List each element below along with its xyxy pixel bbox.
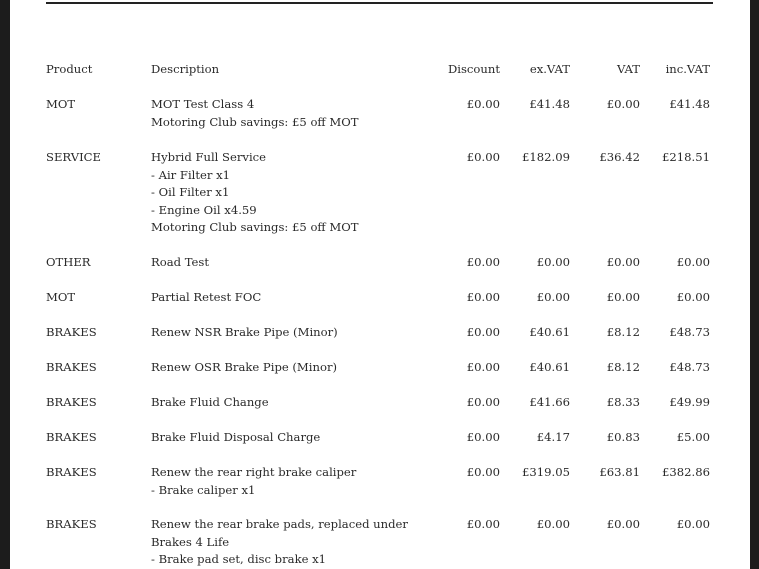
vat-cell: £0.00	[606, 290, 640, 304]
description-line: Motoring Club savings: £5 off MOT	[151, 114, 359, 129]
header-vat: VAT	[616, 62, 640, 76]
description-cell	[151, 464, 441, 499]
description-cell	[151, 516, 441, 569]
inc-vat-cell: £5.00	[676, 430, 710, 444]
vat-cell: £0.83	[606, 430, 640, 444]
table-row	[46, 289, 713, 324]
vat-cell: £0.00	[606, 517, 640, 531]
vat-cell: £0.00	[606, 255, 640, 269]
product-cell: SERVICE	[46, 150, 102, 164]
description-line: Renew the rear brake pads, replaced under	[151, 517, 408, 531]
description-cell	[151, 324, 441, 342]
product-cell: MOT	[46, 97, 76, 111]
description-line: - Air Filter x1	[151, 167, 231, 182]
table-row	[46, 324, 713, 359]
header-inc-vat: inc.VAT	[665, 62, 710, 76]
description-cell	[151, 96, 441, 131]
ex-vat-cell: £0.00	[536, 290, 570, 304]
description-line: MOT Test Class 4	[151, 97, 255, 111]
ex-vat-cell: £0.00	[536, 517, 570, 531]
description-line: Motoring Club savings: £5 off MOT	[151, 220, 359, 234]
description-line: - Brake pad set, disc brake x1	[151, 552, 327, 566]
product-cell: BRAKES	[46, 465, 97, 479]
table-row	[46, 429, 713, 464]
description-line: Renew OSR Brake Pipe (Minor)	[151, 360, 338, 374]
description-line: Partial Retest FOC	[151, 290, 262, 304]
table-row	[46, 96, 713, 149]
inc-vat-cell: £49.99	[669, 395, 710, 409]
discount-cell: £0.00	[466, 255, 500, 269]
discount-cell: £0.00	[466, 430, 500, 444]
inc-vat-cell: £218.51	[662, 150, 710, 164]
discount-cell: £0.00	[466, 465, 500, 479]
product-cell: OTHER	[46, 255, 91, 269]
discount-cell: £0.00	[466, 325, 500, 339]
description-line: Hybrid Full Service	[151, 150, 267, 164]
header-description: Description	[151, 62, 220, 76]
table-header-row	[46, 61, 713, 96]
line-items-table	[46, 61, 713, 569]
ex-vat-cell: £319.05	[522, 465, 570, 479]
header-product: Product	[46, 62, 93, 76]
table-body	[46, 96, 713, 569]
vat-cell: £8.12	[606, 360, 640, 374]
ex-vat-cell: £4.17	[536, 430, 570, 444]
description-line: Renew NSR Brake Pipe (Minor)	[151, 325, 338, 339]
table-row	[46, 254, 713, 289]
table-row	[46, 149, 713, 254]
description-line: - Brake caliper x1	[151, 482, 256, 497]
description-line: Renew the rear right brake caliper	[151, 465, 357, 479]
description-line: - Oil Filter x1	[151, 185, 230, 199]
table-row	[46, 464, 713, 516]
description-line: - Engine Oil x4.59	[151, 202, 257, 217]
product-cell: BRAKES	[46, 325, 97, 339]
product-cell: MOT	[46, 290, 76, 304]
table-row	[46, 516, 713, 569]
inc-vat-cell: £0.00	[676, 517, 710, 531]
vat-cell: £8.33	[606, 395, 640, 409]
product-cell: BRAKES	[46, 517, 97, 531]
header-divider	[46, 2, 713, 4]
ex-vat-cell: £182.09	[522, 150, 570, 164]
header-ex-vat: ex.VAT	[529, 62, 570, 76]
description-cell	[151, 359, 441, 377]
product-cell: BRAKES	[46, 360, 97, 374]
ex-vat-cell: £0.00	[536, 255, 570, 269]
vat-cell: £63.81	[599, 465, 640, 479]
inc-vat-cell: £0.00	[676, 290, 710, 304]
inc-vat-cell: £0.00	[676, 255, 710, 269]
description-cell	[151, 394, 441, 412]
table-row	[46, 359, 713, 394]
inc-vat-cell: £48.73	[669, 360, 710, 374]
product-cell: BRAKES	[46, 395, 97, 409]
discount-cell: £0.00	[466, 97, 500, 111]
description-line: Brake Fluid Change	[151, 395, 269, 409]
invoice-page	[10, 0, 750, 569]
ex-vat-cell: £40.61	[529, 360, 570, 374]
description-cell	[151, 254, 441, 272]
description-cell	[151, 149, 441, 237]
discount-cell: £0.00	[466, 517, 500, 531]
description-line: Brake Fluid Disposal Charge	[151, 430, 321, 444]
vat-cell: £0.00	[606, 97, 640, 111]
table-row	[46, 394, 713, 429]
inc-vat-cell: £382.86	[662, 465, 710, 479]
description-line: Brakes 4 Life	[151, 534, 230, 549]
discount-cell: £0.00	[466, 150, 500, 164]
header-discount: Discount	[447, 62, 500, 76]
inc-vat-cell: £41.48	[669, 97, 710, 111]
description-line: Road Test	[151, 255, 210, 269]
discount-cell: £0.00	[466, 395, 500, 409]
vat-cell: £36.42	[599, 150, 640, 164]
ex-vat-cell: £41.48	[529, 97, 570, 111]
ex-vat-cell: £41.66	[529, 395, 570, 409]
vat-cell: £8.12	[606, 325, 640, 339]
description-cell	[151, 429, 441, 447]
discount-cell: £0.00	[466, 360, 500, 374]
discount-cell: £0.00	[466, 290, 500, 304]
ex-vat-cell: £40.61	[529, 325, 570, 339]
description-cell	[151, 289, 441, 307]
inc-vat-cell: £48.73	[669, 325, 710, 339]
product-cell: BRAKES	[46, 430, 97, 444]
